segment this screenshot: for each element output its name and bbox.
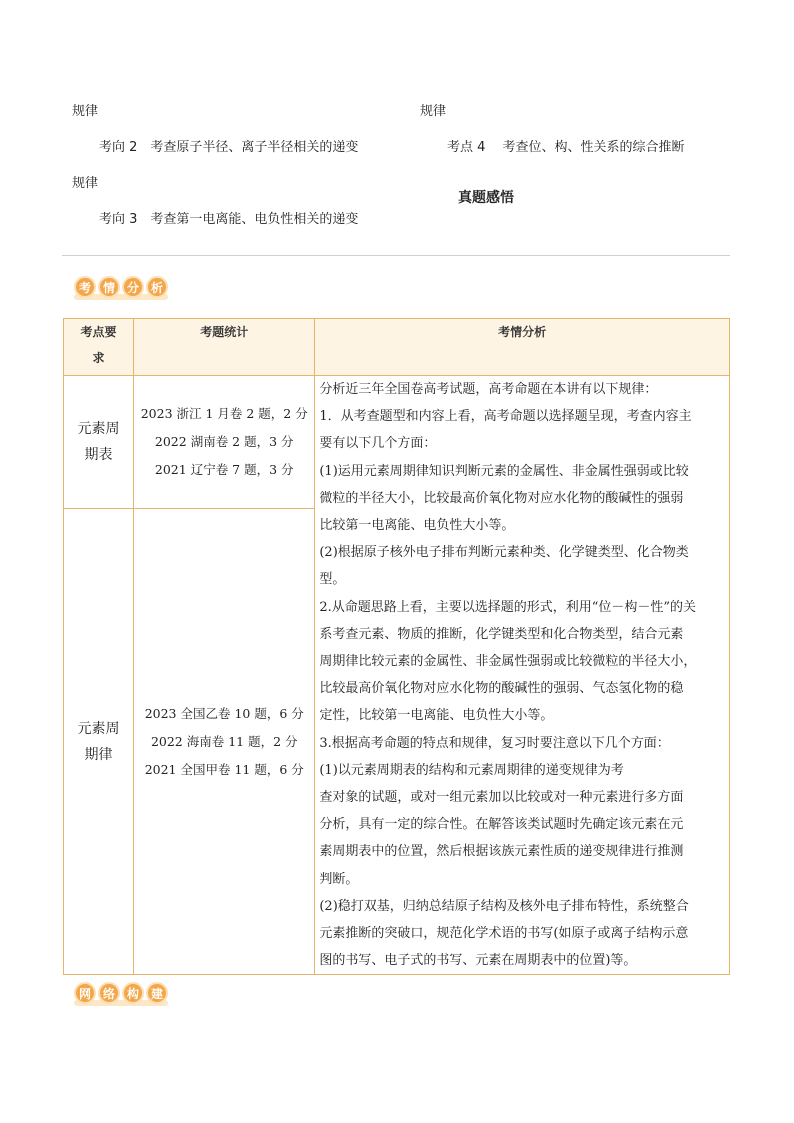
- analysis-line: 1．从考查题型和内容上看，高考命题以选择题呈现，考查内容主: [319, 409, 692, 425]
- header-text: 求: [92, 351, 105, 365]
- badge-char: 络: [98, 982, 120, 1004]
- analysis-line: 定性，比较第一电离能、电负性大小等。: [319, 708, 554, 724]
- topic-cell: [64, 509, 134, 975]
- analysis-line: 2.从命题思路上看，主要以选择题的形式，利用“位－构－性”的关: [319, 599, 697, 615]
- stat-line: 2023 全国乙卷 10 题，6 分: [144, 705, 304, 721]
- header-analysis: 考情分析: [315, 319, 730, 376]
- analysis-line: (2)稳打双基，归纳总结原子结构及核外电子排布特性，系统整合: [319, 898, 689, 914]
- toc-item-direction-2[interactable]: 考向 2 考查原子半径、离子半径相关的递变: [99, 140, 359, 155]
- analysis-line: 判断。: [319, 871, 359, 887]
- analysis-cell: [315, 376, 730, 975]
- analysis-line: 微粒的半径大小，比较最高价氧化物对应水化物的酸碱性的强弱: [319, 490, 684, 506]
- toc-item-direction-3[interactable]: 考向 3 考查第一电离能、电负性相关的递变: [99, 212, 359, 227]
- section-badge-network-construction: [74, 982, 168, 1004]
- badge-char: 建: [146, 982, 168, 1004]
- topic-text: 期表: [84, 447, 113, 464]
- badge-char: 析: [146, 276, 168, 298]
- toc-law-label: 规律: [72, 104, 99, 119]
- analysis-line: 比较最高价氧化物对应水化物的酸碱性的强弱、气态氢化物的稳: [319, 681, 684, 697]
- table-header-row: [64, 319, 730, 376]
- stats-cell: [134, 509, 315, 975]
- topic-text: 元素周: [77, 720, 120, 737]
- topic-cell: [64, 376, 134, 509]
- analysis-line: 元素推断的突破口，规范化学术语的书写(如原子或离子结构示意: [319, 926, 689, 942]
- toc-law-label: 规律: [72, 176, 99, 191]
- badge-char: 构: [122, 982, 144, 1004]
- analysis-line: 图的书写、电子式的书写、元素在周期表中的位置)等。: [319, 953, 637, 969]
- analysis-line: 素周期表中的位置，然后根据该族元素性质的递变规律进行推测: [319, 844, 684, 860]
- stat-line: 2022 海南卷 11 题，2 分: [150, 733, 298, 749]
- divider: [62, 255, 730, 256]
- stat-line: 2022 湖南卷 2 题，3 分: [154, 434, 294, 450]
- analysis-line: 比较第一电离能、电负性大小等。: [319, 518, 515, 534]
- section-badge-exam-analysis: [74, 276, 168, 298]
- stat-line: 2021 辽宁卷 7 题，3 分: [154, 462, 294, 478]
- stat-line: 2023 浙江 1 月卷 2 题，2 分: [140, 406, 308, 422]
- analysis-line: (1)以元素周期表的结构和元素周期律的递变规律为考: [319, 762, 624, 778]
- badge-char: 考: [74, 276, 96, 298]
- stat-line: 2021 全国甲卷 11 题，6 分: [144, 761, 304, 777]
- header-stats: 考题统计: [134, 319, 315, 376]
- analysis-line: 要有以下几个方面：: [319, 436, 437, 452]
- toc-section-real-questions[interactable]: 真题感悟: [458, 190, 514, 206]
- toc-law-label: 规律: [420, 104, 447, 119]
- analysis-line: (1)运用元素周期律知识判断元素的金属性、非金属性强弱或比较: [319, 463, 689, 479]
- toc-item-point-4[interactable]: 考点 4 考查位、构、性关系的综合推断: [447, 140, 685, 155]
- badge-char: 网: [74, 982, 96, 1004]
- header-topic: [64, 319, 134, 376]
- analysis-line: 周期律比较元素的金属性、非金属性强弱或比较微粒的半径大小，: [319, 654, 697, 670]
- stats-cell: [134, 376, 315, 509]
- badge-char: 情: [98, 276, 120, 298]
- exam-analysis-table: [63, 318, 730, 975]
- analysis-line: (2)根据原子核外电子排布判断元素种类、化学键类型、化合物类: [319, 545, 689, 561]
- table-row: [64, 376, 730, 509]
- analysis-line: 分析近三年全国卷高考试题，高考命题在本讲有以下规律：: [319, 382, 658, 397]
- analysis-line: 3.根据高考命题的特点和规律，复习时要注意以下几个方面：: [319, 735, 670, 751]
- topic-text: 期律: [84, 746, 113, 763]
- badge-char: 分: [122, 276, 144, 298]
- header-text: 考点要: [80, 325, 117, 339]
- analysis-line: 型。: [319, 572, 346, 588]
- analysis-line: 查对象的试题，或对一组元素加以比较或对一种元素进行多方面: [319, 790, 684, 806]
- analysis-line: 分析，具有一定的综合性。在解答该类试题时先确定该元素在元: [319, 817, 684, 833]
- topic-text: 元素周: [77, 421, 120, 438]
- analysis-line: 系考查元素、物质的推断，化学键类型和化合物类型，结合元素: [319, 626, 684, 642]
